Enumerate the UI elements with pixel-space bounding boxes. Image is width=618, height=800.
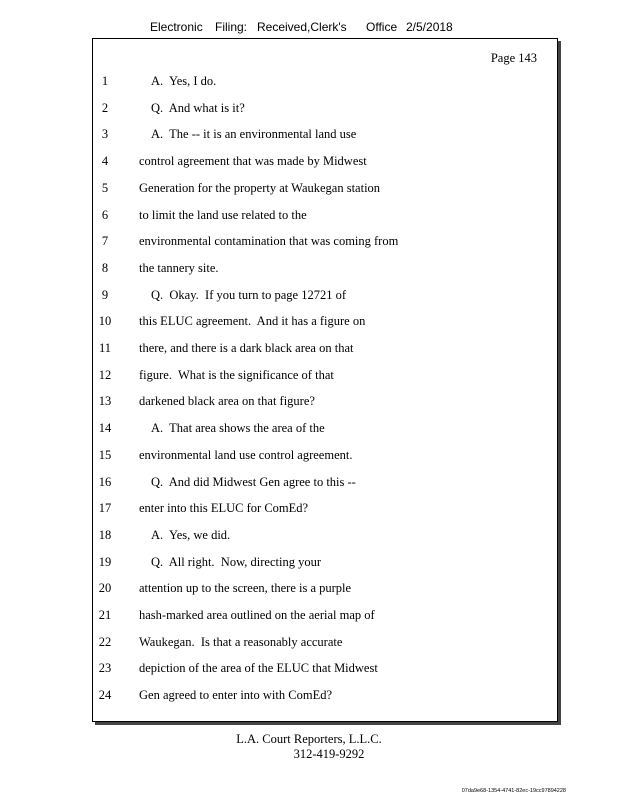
line-number: 6 [101,207,109,222]
line-number: 8 [101,260,109,275]
line-number: 7 [101,234,109,249]
filing-header-word-office: Office [366,20,398,34]
line-number: 24 [98,688,112,703]
line-number: 3 [101,127,109,142]
line-number: 21 [98,608,112,622]
transcript-line: Q. And what is it? [151,100,245,115]
line-number: 10 [98,314,112,329]
line-number: 19 [98,554,112,569]
transcript-line: Generation for the property at Waukegan station [139,180,381,195]
transcript-line: there, and there is a dark black area on that [139,341,354,355]
footer-phone: 312-419-9292 [293,747,365,761]
transcript-line: depiction of the area of the ELUC that Midwest [139,661,378,676]
transcript-line: to limit the land use related to the [139,207,307,222]
transcript-line: hash-marked area outlined on the aerial map of [139,608,375,622]
footer-company: L.A. Court Reporters, L.L.C. [236,732,382,746]
transcript-line: control agreement that was made by Midwest [139,154,367,169]
filing-header-word-electronic: Electronic [150,20,203,34]
transcript-line: Q. All right. Now, directing your [151,554,322,569]
line-number: 20 [98,581,112,596]
transcript-line: Gen agreed to enter into with ComEd? [139,688,332,703]
line-number: 15 [98,447,112,462]
line-number: 1 [101,74,109,88]
transcript-line: A. The -- it is an environmental land use [151,127,357,142]
transcript-page-frame [92,38,558,722]
filing-header-word-received: Received,Clerk's [257,20,347,34]
line-number: 16 [98,474,112,489]
transcript-line: the tannery site. [139,260,219,275]
transcript-line: darkened black area on that figure? [139,394,315,409]
transcript-line: environmental land use control agreement. [139,447,353,462]
line-number: 18 [98,527,112,542]
transcript-line: attention up to the screen, there is a purple [139,581,352,596]
line-number: 4 [101,154,109,169]
filing-header-date: 2/5/2018 [406,20,453,34]
line-number: 9 [101,287,109,302]
line-number: 13 [98,394,112,409]
line-number: 17 [98,501,112,516]
transcript-line: A. That area shows the area of the [151,421,325,436]
line-number: 22 [98,634,112,649]
transcript-line: Q. And did Midwest Gen agree to this -- [151,474,356,489]
transcript-line: this ELUC agreement. And it has a figure on [139,314,366,329]
line-number: 2 [101,100,109,115]
transcript-line: Q. Okay. If you turn to page 12721 of [151,287,346,302]
transcript-line: A. Yes, I do. [151,74,217,88]
transcript-line: A. Yes, we did. [151,527,231,542]
document-hash: 07da9e68-1354-4741-82ec-19cc97894228 [461,788,566,794]
transcript-line: environmental contamination that was coming from [139,234,399,249]
page-number: Page 143 [490,51,537,65]
transcript-line: enter into this ELUC for ComEd? [139,501,309,516]
transcript-line: Waukegan. Is that a reasonably accurate [139,634,343,649]
line-number: 12 [98,367,112,382]
line-number: 11 [98,341,112,355]
line-number: 14 [98,421,112,436]
transcript-line: figure. What is the significance of that [139,367,334,382]
line-number: 23 [98,661,112,676]
filing-header-word-filing: Filing: [215,20,248,34]
line-number: 5 [101,180,109,195]
